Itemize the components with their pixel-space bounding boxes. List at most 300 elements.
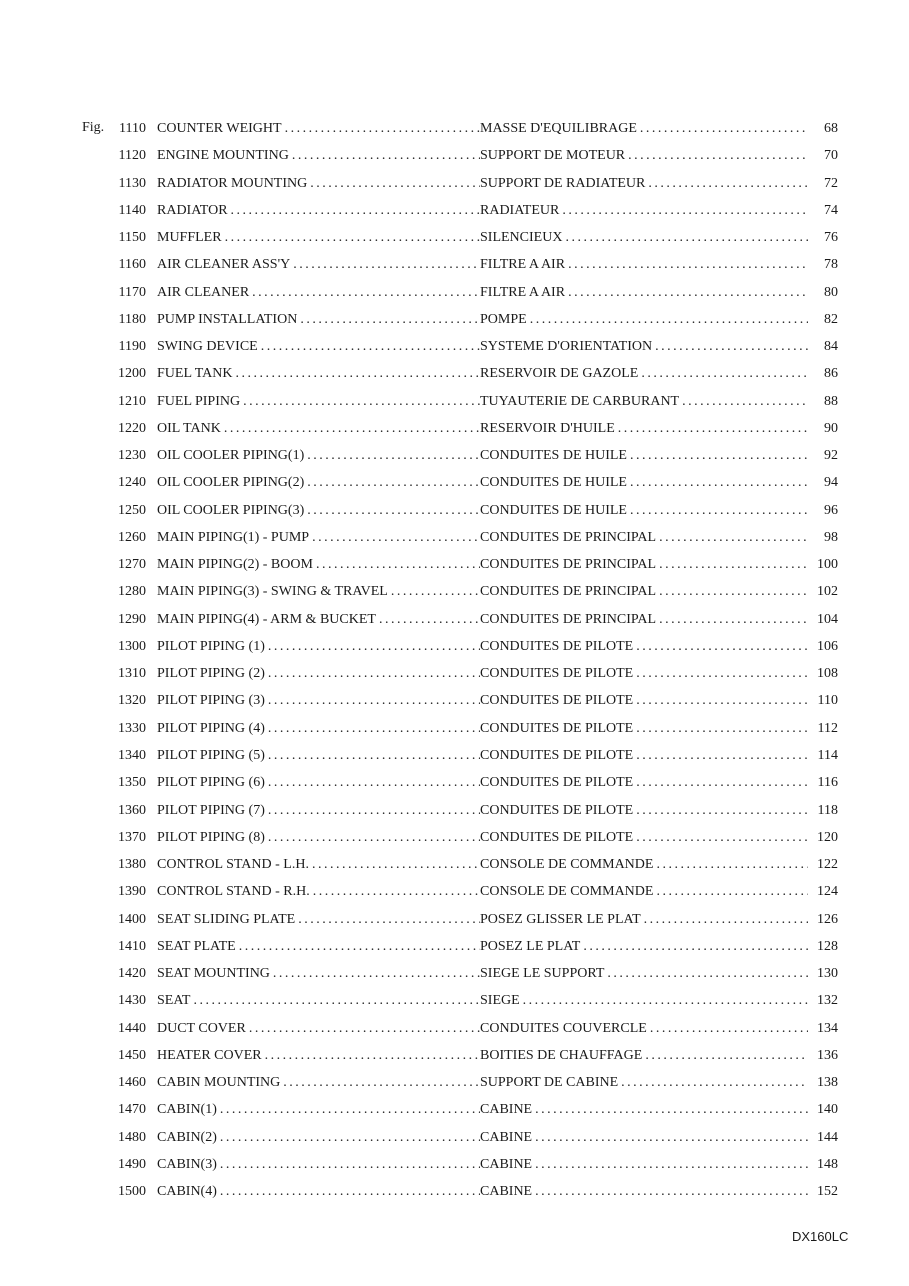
toc-entry[interactable] (100, 119, 840, 139)
english-title-text: AIR CLEANER ASS'Y (157, 257, 291, 273)
figure-number (100, 610, 146, 630)
english-title-text: MAIN PIPING(1) - PUMP (157, 529, 310, 545)
page-number-text: 126 (817, 911, 838, 927)
french-title-text: FILTRE A AIR (480, 257, 566, 273)
figure-number-text: 1230 (118, 448, 146, 464)
toc-entry[interactable] (100, 419, 840, 439)
english-title (157, 719, 480, 739)
english-title (157, 1073, 480, 1093)
page-number-text: 114 (817, 747, 838, 763)
figure-number-text: 1410 (118, 938, 146, 954)
page-number (808, 1019, 838, 1039)
english-title-text: OIL COOLER PIPING(1) (157, 448, 305, 464)
page-number-text: 94 (824, 475, 838, 491)
figure-number (100, 283, 146, 303)
page-number-text: 86 (824, 366, 838, 382)
english-title (157, 392, 480, 412)
page-number-text: 152 (817, 1184, 838, 1200)
toc-entry[interactable] (100, 610, 840, 630)
page-number-text: 130 (817, 966, 838, 982)
english-title (157, 1128, 480, 1148)
french-title (480, 310, 812, 330)
french-title (480, 910, 812, 930)
english-title (157, 964, 480, 984)
french-title (480, 255, 812, 275)
english-title (157, 146, 480, 166)
page-number (808, 255, 838, 275)
page-number-text: 74 (824, 202, 838, 218)
figure-number (100, 773, 146, 793)
french-title (480, 1100, 812, 1120)
figure-number-text: 1360 (118, 802, 146, 818)
toc-entry[interactable] (100, 991, 840, 1011)
english-title-text: OIL COOLER PIPING(3) (157, 502, 305, 518)
figure-number (100, 119, 146, 139)
english-title (157, 582, 480, 602)
figure-number-text: 1140 (118, 202, 146, 218)
page-number (808, 773, 838, 793)
page-number-text: 132 (817, 993, 838, 1009)
figure-number-text: 1320 (118, 693, 146, 709)
french-title-text: CONSOLE DE COMMANDE (480, 884, 654, 900)
figure-number-text: 1220 (118, 420, 146, 436)
french-title-text: BOITIES DE CHAUFFAGE (480, 1047, 643, 1063)
english-title (157, 882, 480, 902)
page-number-text: 140 (817, 1102, 838, 1118)
french-title-text: CABINE (480, 1102, 533, 1118)
toc-entry[interactable] (100, 637, 840, 657)
english-title-text: MAIN PIPING(4) - ARM & BUCKET (157, 611, 376, 627)
page-number-text: 72 (824, 175, 838, 191)
english-title-text: SWING DEVICE (157, 339, 258, 355)
french-title (480, 719, 812, 739)
page-number-text: 90 (824, 420, 838, 436)
page-number-text: 80 (824, 284, 838, 300)
english-title-text: PILOT PIPING (4) (157, 720, 265, 736)
english-title-text: CABIN(3) (157, 1156, 217, 1172)
toc-entry[interactable] (100, 582, 840, 602)
english-title-text: OIL TANK (157, 420, 221, 436)
figure-number-text: 1280 (118, 584, 146, 600)
french-title-text: SUPPORT DE MOTEUR (480, 148, 626, 164)
toc-entry[interactable] (100, 773, 840, 793)
toc-entry[interactable] (100, 855, 840, 875)
toc-entry[interactable] (100, 1073, 840, 1093)
page-number-text: 70 (824, 148, 838, 164)
figure-number (100, 419, 146, 439)
english-title (157, 501, 480, 521)
toc-entry[interactable] (100, 719, 840, 739)
toc-entry[interactable] (100, 392, 840, 412)
figure-number (100, 201, 146, 221)
toc-entry[interactable] (100, 337, 840, 357)
french-title-text: CABINE (480, 1129, 533, 1145)
toc-entry[interactable] (100, 1019, 840, 1039)
french-title-text: CONDUITES DE PRINCIPAL (480, 529, 657, 545)
page-number (808, 201, 838, 221)
model-code: DX160LC (792, 1229, 849, 1244)
english-title-text: FUEL TANK (157, 366, 233, 382)
toc-entry[interactable] (100, 937, 840, 957)
toc-entry[interactable] (100, 174, 840, 194)
page-number (808, 228, 838, 248)
toc-entry[interactable] (100, 964, 840, 984)
page-number-text: 138 (817, 1075, 838, 1091)
page-number-text: 134 (817, 1020, 838, 1036)
english-title-text: CONTROL STAND - L.H. (157, 857, 309, 873)
figure-number-text: 1420 (118, 966, 146, 982)
french-title-text: CONDUITES DE PILOTE (480, 666, 634, 682)
french-title-text: SIEGE (480, 993, 520, 1009)
french-title (480, 228, 812, 248)
page-number (808, 337, 838, 357)
page-number-text: 102 (817, 584, 838, 600)
toc-entry[interactable] (100, 910, 840, 930)
figure-number-text: 1300 (118, 638, 146, 654)
french-title (480, 364, 812, 384)
english-title (157, 991, 480, 1011)
english-title-text: CONTROL STAND - R.H. (157, 884, 310, 900)
french-title-text: CONDUITES DE PILOTE (480, 829, 634, 845)
toc-entry[interactable] (100, 801, 840, 821)
french-title-text: CONDUITES COUVERCLE (480, 1020, 647, 1036)
french-title (480, 174, 812, 194)
english-title (157, 555, 480, 575)
toc-entry[interactable] (100, 555, 840, 575)
figure-number-text: 1440 (118, 1020, 146, 1036)
toc-entry[interactable] (100, 1155, 840, 1175)
figure-number (100, 801, 146, 821)
english-title-text: PILOT PIPING (1) (157, 638, 265, 654)
page-number-text: 82 (824, 311, 838, 327)
french-title (480, 555, 812, 575)
figure-number-text: 1200 (118, 366, 146, 382)
page-number-text: 136 (817, 1047, 838, 1063)
page-number-text: 124 (817, 884, 838, 900)
figure-number (100, 473, 146, 493)
toc-entry[interactable] (100, 473, 840, 493)
toc-entry[interactable] (100, 1182, 840, 1202)
english-title-text: PILOT PIPING (3) (157, 693, 265, 709)
figure-number-text: 1210 (118, 393, 146, 409)
toc-entry[interactable] (100, 446, 840, 466)
french-title (480, 146, 812, 166)
french-title (480, 610, 812, 630)
french-title-text: TUYAUTERIE DE CARBURANT (480, 393, 680, 409)
page-number (808, 691, 838, 711)
english-title (157, 255, 480, 275)
page-number-text: 110 (817, 693, 838, 709)
english-title (157, 337, 480, 357)
english-title-text: CABIN MOUNTING (157, 1075, 281, 1091)
figure-number (100, 828, 146, 848)
french-title-text: RESERVOIR D'HUILE (480, 420, 615, 436)
page-number (808, 719, 838, 739)
page-number (808, 828, 838, 848)
toc-entry[interactable] (100, 746, 840, 766)
english-title (157, 664, 480, 684)
figure-number (100, 255, 146, 275)
english-title-text: PUMP INSTALLATION (157, 311, 298, 327)
french-title-text: SIEGE LE SUPPORT (480, 966, 605, 982)
toc-entry[interactable] (100, 1100, 840, 1120)
page-number (808, 1155, 838, 1175)
french-title (480, 283, 812, 303)
figure-number (100, 910, 146, 930)
english-title (157, 228, 480, 248)
english-title (157, 283, 480, 303)
figure-number (100, 528, 146, 548)
french-title (480, 691, 812, 711)
page-number (808, 746, 838, 766)
french-title-text: SYSTEME D'ORIENTATION (480, 339, 653, 355)
english-title (157, 746, 480, 766)
french-title-text: SILENCIEUX (480, 230, 563, 246)
english-title (157, 201, 480, 221)
english-title-text: CABIN(2) (157, 1129, 217, 1145)
french-title-text: CONDUITES DE HUILE (480, 448, 627, 464)
french-title (480, 746, 812, 766)
page-number (808, 937, 838, 957)
page-number-text: 106 (817, 638, 838, 654)
english-title (157, 828, 480, 848)
french-title-text: CONDUITES DE PILOTE (480, 638, 634, 654)
page-number-text: 128 (817, 938, 838, 954)
toc-entry[interactable] (100, 828, 840, 848)
figure-number-text: 1490 (118, 1156, 146, 1172)
french-title (480, 964, 812, 984)
french-title (480, 1128, 812, 1148)
english-title-text: OIL COOLER PIPING(2) (157, 475, 305, 491)
english-title-text: PILOT PIPING (5) (157, 747, 265, 763)
figure-number-text: 1450 (118, 1047, 146, 1063)
english-title (157, 446, 480, 466)
figure-number (100, 1046, 146, 1066)
figure-number-text: 1350 (118, 775, 146, 791)
french-title-text: RADIATEUR (480, 202, 560, 218)
toc-entry[interactable] (100, 882, 840, 902)
english-title-text: CABIN(1) (157, 1102, 217, 1118)
page-number-text: 88 (824, 393, 838, 409)
toc-entry[interactable] (100, 501, 840, 521)
figure-number (100, 174, 146, 194)
french-title (480, 501, 812, 521)
page-number-text: 144 (817, 1129, 838, 1145)
figure-number (100, 637, 146, 657)
english-title-text: PILOT PIPING (7) (157, 802, 265, 818)
page-number-text: 118 (817, 802, 838, 818)
english-title-text: HEATER COVER (157, 1047, 262, 1063)
figure-number (100, 664, 146, 684)
figure-number-text: 1250 (118, 502, 146, 518)
page-number (808, 991, 838, 1011)
page-number (808, 446, 838, 466)
page-number-text: 116 (817, 775, 838, 791)
english-title-text: ENGINE MOUNTING (157, 148, 289, 164)
figure-number-text: 1130 (118, 175, 146, 191)
page-number (808, 882, 838, 902)
english-title (157, 364, 480, 384)
toc-entry[interactable] (100, 146, 840, 166)
french-title-text: RESERVOIR DE GAZOLE (480, 366, 639, 382)
figure-number-text: 1190 (118, 339, 146, 355)
page-number (808, 910, 838, 930)
figure-number (100, 337, 146, 357)
french-title-text: CABINE (480, 1184, 533, 1200)
figure-number (100, 746, 146, 766)
figure-number (100, 310, 146, 330)
french-title (480, 1046, 812, 1066)
figure-number (100, 1019, 146, 1039)
english-title (157, 691, 480, 711)
page-number (808, 364, 838, 384)
toc-entry[interactable] (100, 228, 840, 248)
english-title-text: DUCT COVER (157, 1020, 246, 1036)
figure-number (100, 937, 146, 957)
english-title (157, 855, 480, 875)
toc-entry[interactable] (100, 1128, 840, 1148)
figure-number (100, 146, 146, 166)
page-number (808, 419, 838, 439)
french-title (480, 773, 812, 793)
english-title-text: SEAT (157, 993, 191, 1009)
page-number (808, 637, 838, 657)
page-number (808, 801, 838, 821)
french-title (480, 1182, 812, 1202)
french-title (480, 582, 812, 602)
english-title (157, 119, 480, 139)
french-title (480, 991, 812, 1011)
french-title (480, 337, 812, 357)
french-title-text: CONDUITES DE PILOTE (480, 802, 634, 818)
french-title (480, 119, 812, 139)
page-number-text: 100 (817, 557, 838, 573)
figure-number (100, 446, 146, 466)
figure-number-text: 1150 (118, 230, 146, 246)
french-title-text: MASSE D'EQUILIBRAGE (480, 121, 637, 136)
figure-number-text: 1310 (118, 666, 146, 682)
page-number (808, 555, 838, 575)
french-title (480, 801, 812, 821)
english-title (157, 528, 480, 548)
figure-number-text: 1340 (118, 747, 146, 763)
french-title-text: SUPPORT DE CABINE (480, 1075, 619, 1091)
page-number (808, 610, 838, 630)
page-number (808, 964, 838, 984)
page-number-text: 104 (817, 611, 838, 627)
toc-entry[interactable] (100, 528, 840, 548)
toc-entry[interactable] (100, 283, 840, 303)
french-title-text: CONDUITES DE PRINCIPAL (480, 557, 657, 573)
english-title-text: PILOT PIPING (6) (157, 775, 265, 791)
figure-number-text: 1270 (118, 557, 146, 573)
toc-entry[interactable] (100, 201, 840, 221)
english-title-text: CABIN(4) (157, 1184, 217, 1200)
french-title (480, 664, 812, 684)
page-number-text: 108 (817, 666, 838, 682)
figure-number-text: 1390 (118, 884, 146, 900)
toc-entry[interactable] (100, 364, 840, 384)
english-title (157, 174, 480, 194)
french-title (480, 882, 812, 902)
figure-number (100, 392, 146, 412)
page-number (808, 1182, 838, 1202)
figure-number-text: 1380 (118, 857, 146, 873)
page-number (808, 174, 838, 194)
english-title-text: FUEL PIPING (157, 393, 241, 409)
english-title-text: AIR CLEANER (157, 284, 250, 300)
figure-number (100, 228, 146, 248)
toc-entry[interactable] (100, 1046, 840, 1066)
figure-number-text: 1430 (118, 993, 146, 1009)
page-number (808, 283, 838, 303)
figure-number-text: 1160 (118, 257, 146, 273)
figure-number-text: 1370 (118, 829, 146, 845)
english-title-text: PILOT PIPING (8) (157, 829, 265, 845)
page-number-text: 78 (824, 257, 838, 273)
page-number (808, 310, 838, 330)
toc-entry[interactable] (100, 664, 840, 684)
page-number-text: 96 (824, 502, 838, 518)
french-title (480, 528, 812, 548)
figure-number-text: 1460 (118, 1075, 146, 1091)
english-title (157, 1182, 480, 1202)
french-title (480, 392, 812, 412)
figure-number (100, 855, 146, 875)
page-number-text: 76 (824, 230, 838, 246)
figure-number (100, 364, 146, 384)
page-number-text: 98 (824, 529, 838, 545)
page-number-text: 92 (824, 448, 838, 464)
english-title (157, 419, 480, 439)
page-number (808, 392, 838, 412)
page-number-text: 84 (824, 339, 838, 355)
french-title (480, 1073, 812, 1093)
french-title (480, 637, 812, 657)
french-title-text: CONDUITES DE PILOTE (480, 747, 634, 763)
french-title-text: CONSOLE DE COMMANDE (480, 857, 654, 873)
french-title (480, 473, 812, 493)
english-title-text: RADIATOR (157, 202, 228, 218)
figure-number-text: 1240 (118, 475, 146, 491)
figure-number (100, 691, 146, 711)
page-number (808, 1128, 838, 1148)
toc-entry[interactable] (100, 255, 840, 275)
figure-number (100, 1128, 146, 1148)
french-title-text: CONDUITES DE HUILE (480, 502, 627, 518)
english-title (157, 1155, 480, 1175)
page-number (808, 501, 838, 521)
english-title (157, 310, 480, 330)
figure-number-text: 1400 (118, 911, 146, 927)
english-title (157, 937, 480, 957)
figure-number-text: 1470 (118, 1102, 146, 1118)
toc-entry[interactable] (100, 310, 840, 330)
english-title (157, 610, 480, 630)
figure-number-text: 1120 (118, 148, 146, 164)
page-number (808, 146, 838, 166)
french-title-text: POMPE (480, 311, 527, 327)
figure-number (100, 582, 146, 602)
figure-number-text: 1260 (118, 529, 146, 545)
page-number (808, 119, 838, 139)
page-number (808, 1046, 838, 1066)
page-number (808, 582, 838, 602)
toc-entry[interactable] (100, 691, 840, 711)
french-title-text: CABINE (480, 1156, 533, 1172)
english-title-text: SEAT PLATE (157, 938, 236, 954)
french-title (480, 855, 812, 875)
